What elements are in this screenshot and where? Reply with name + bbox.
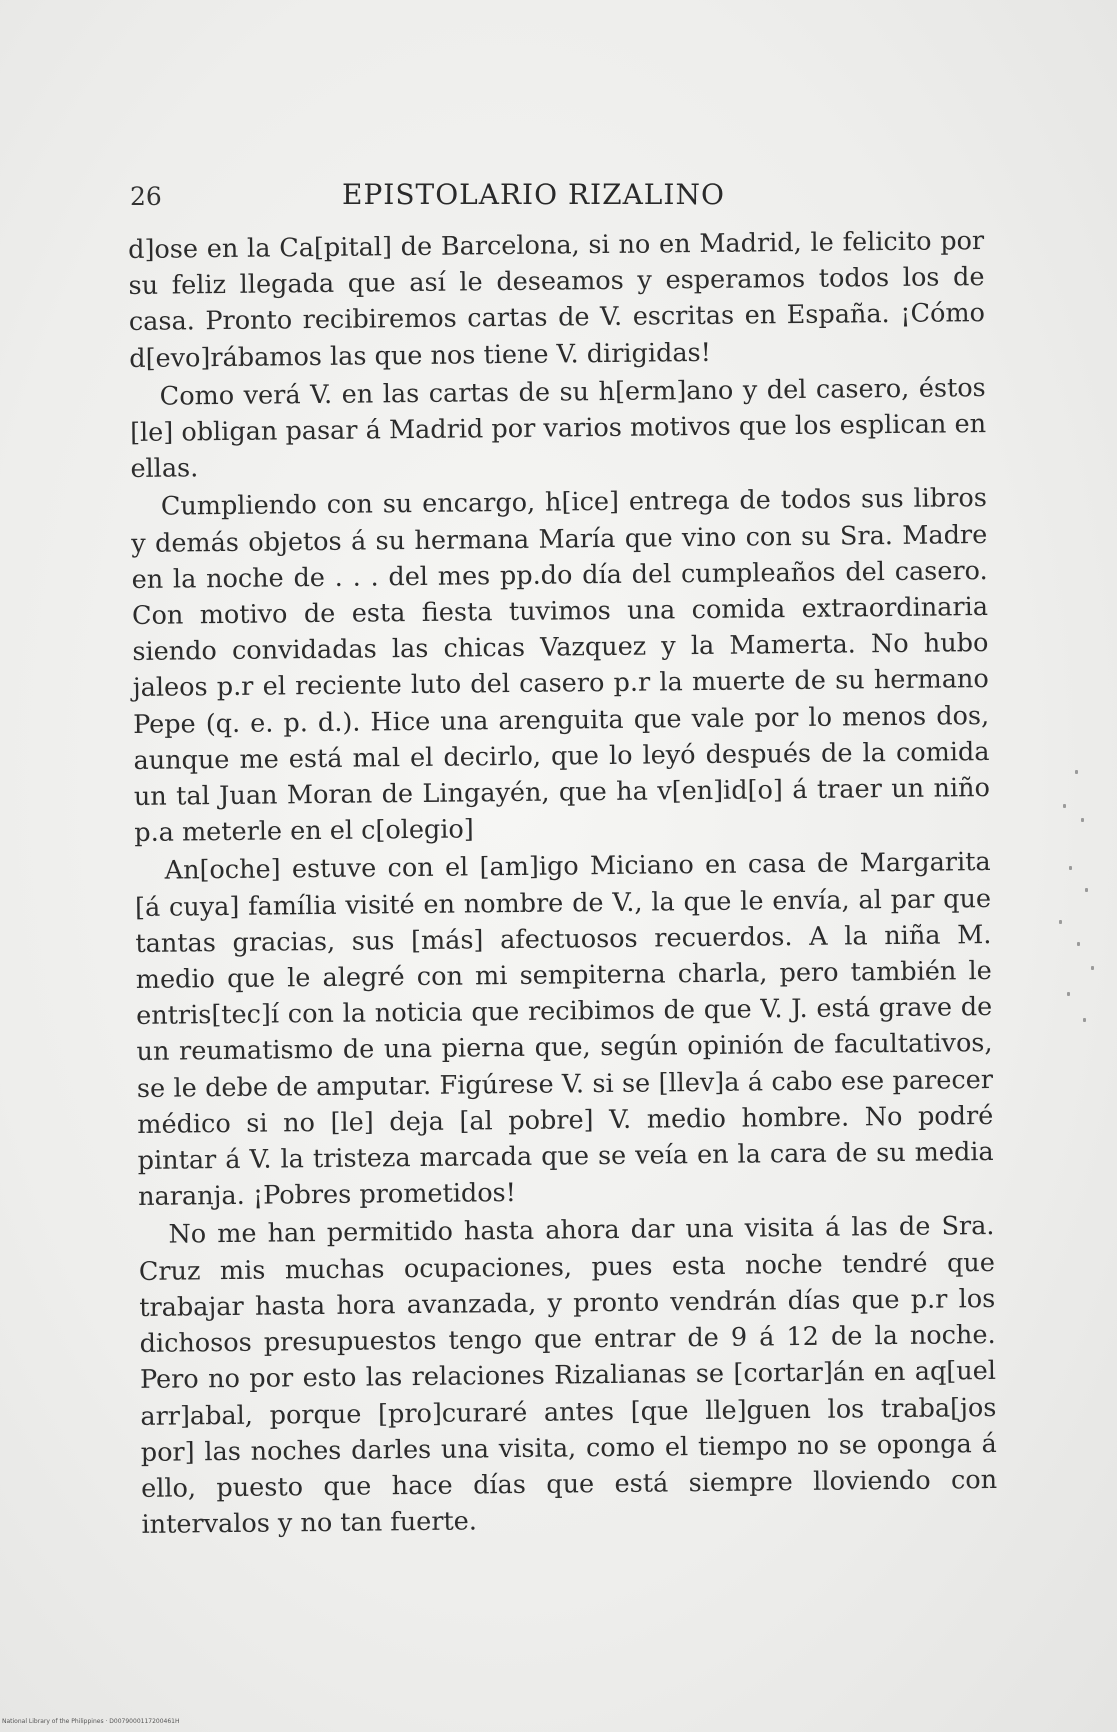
- paragraph-1: d]ose en la Ca[pital] de Barcelona, si no en Madrid, le felicito por su feliz llegada que así le deseamos y esperamos todos los de casa. Pronto recibiremos cartas de V. escritas en España. ¡Cómo d[evo]rábamos las que nos tiene V. dirigidas!: [128, 226, 986, 374]
- paragraph-2: Como verá V. en las cartas de su h[erm]ano y del casero, éstos [le] obligan pasar á Madrid por varios motivos que los esplican en ellas.: [129, 372, 987, 485]
- page-number: 26: [130, 182, 162, 211]
- paragraph-5: No me han permitido hasta ahora dar una visita á las de Sra. Cruz mis muchas ocupaciones, pues esta noche tendré que trabajar hasta hora avanzada, y pronto vendrán días que p.r los dichosos presupuestos tengo que entrar de 9 á 12 de la noche. Pero no por esto las relaciones Rizalianas se [cortar]án en aq[uel arr]abal, porque [pro]curaré antes [que lle]guen los traba[jos por] las noches darles una visita, como el tiempo no se oponga á ello, puesto que hace días que está siempre lloviendo con intervalos y no tan fuerte.: [138, 1211, 998, 1541]
- running-title: EPISTOLARIO RIZALINO: [342, 178, 725, 211]
- footer-credit: National Library of the Philippines · D0079000117200461H: [2, 1718, 180, 1725]
- page-header: [130, 178, 750, 218]
- paragraph-4: An[oche] estuve con el [am]igo Miciano en casa de Margarita [á cuya] família visité en nombre de V., la que le envía, al par que tantas gracias, sus [más] afectuosos recuerdos. A la niña M. medio que le alegré con mi sempiterna charla, pero también le entris[tec]í con la noticia que recibimos de que V. J. está grave de un reumatismo de una pierna que, según opinión de facultativos, se le debe de amputar. Figúrese V. si se [llev]a á cabo ese parecer médico si no [le] deja [al pobre] V. medio hombre. No podré pintar á V. la tristeza marcada que se veía en la cara de su media naranja. ¡Pobres prometidos!: [134, 847, 994, 1213]
- margin-specks: [1055, 770, 1103, 1030]
- letter-body: [128, 223, 998, 1543]
- paragraph-3: Cumpliendo con su encargo, h[ice] entrega de todos sus libros y demás objetos á su hermana María que vino con su Sra. Madre en la noche de . . . del mes pp.do día del cumpleaños del casero. Con motivo de esta fiesta tuvimos una comida extraordinaria siendo convidadas las chicas Vazquez y la Mamerta. No hubo jaleos p.r el reciente luto del casero p.r la muerte de su hermano Pepe (q. e. p. d.). Hice una arenguita que vale por lo menos dos, aunque me está mal el decirlo, que lo leyó después de la comida un tal Juan Moran de Lingayén, que ha v[en]id[o] á traer un niño p.a meterle en el c[olegio]: [131, 483, 991, 849]
